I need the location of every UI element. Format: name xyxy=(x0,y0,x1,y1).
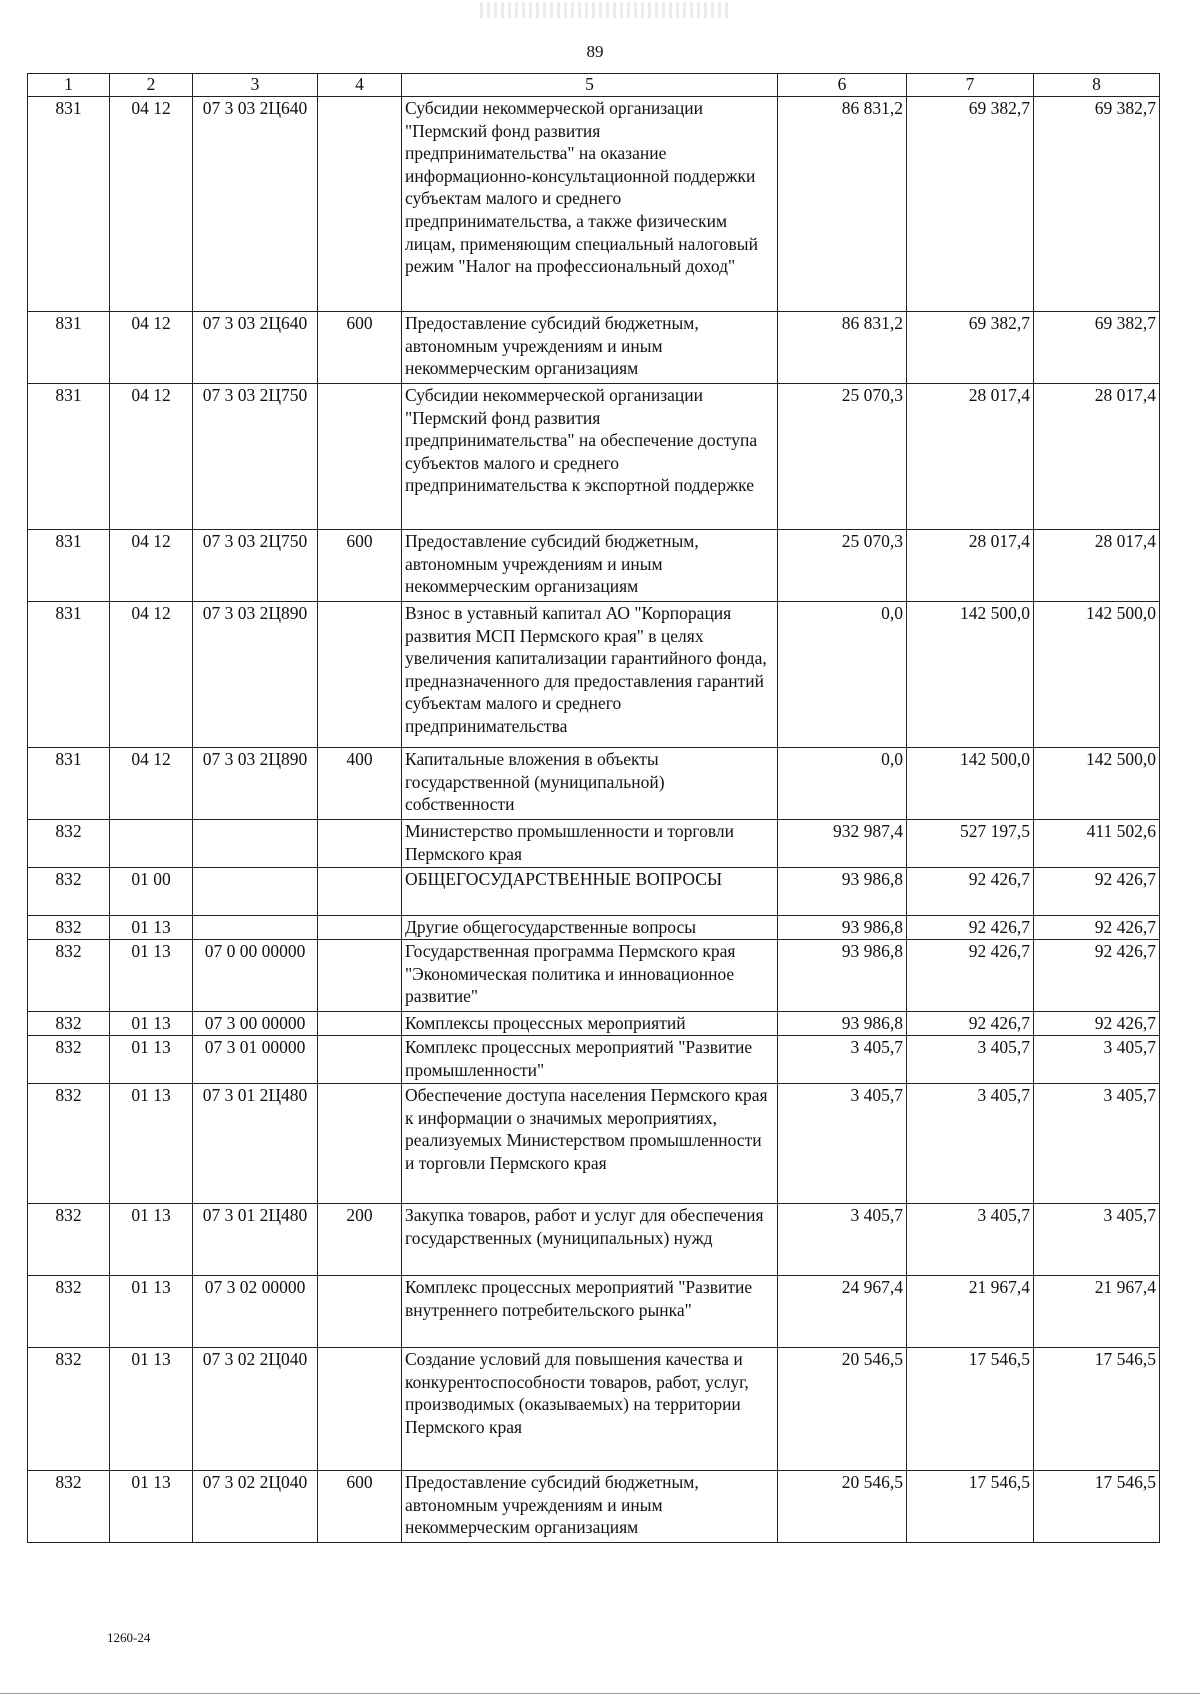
cell-amount-8: 3 405,7 xyxy=(1034,1204,1160,1276)
cell-section: 01 13 xyxy=(110,1012,193,1036)
cell-amount-8: 17 546,5 xyxy=(1034,1348,1160,1471)
cell-expense-type xyxy=(318,384,402,530)
cell-expense-type xyxy=(318,1036,402,1084)
table-row xyxy=(28,530,1160,602)
cell-ministry-code: 832 xyxy=(28,1471,110,1543)
cell-target-article: 07 3 01 2Ц480 xyxy=(193,1084,318,1204)
cell-amount-8: 411 502,6 xyxy=(1034,820,1160,868)
cell-amount-8: 17 546,5 xyxy=(1034,1471,1160,1543)
cell-description: Комплекс процессных мероприятий "Развитие внутреннего потребительского рынка" xyxy=(402,1276,778,1348)
cell-description: Обеспечение доступа населения Пермского края к информации о значимых мероприятиях, реализуемых Министерством промышленности и торговли Пермского края xyxy=(402,1084,778,1204)
cell-target-article: 07 3 03 2Ц890 xyxy=(193,602,318,748)
table-row xyxy=(28,820,1160,868)
cell-amount-6: 93 986,8 xyxy=(778,916,907,940)
cell-amount-8: 142 500,0 xyxy=(1034,748,1160,820)
cell-amount-7: 92 426,7 xyxy=(907,868,1034,916)
col-header-5: 5 xyxy=(402,74,778,97)
cell-expense-type: 600 xyxy=(318,530,402,602)
cell-amount-7: 17 546,5 xyxy=(907,1471,1034,1543)
cell-amount-7: 3 405,7 xyxy=(907,1036,1034,1084)
table-body xyxy=(28,97,1160,1543)
cell-target-article: 07 3 01 2Ц480 xyxy=(193,1204,318,1276)
cell-section: 01 13 xyxy=(110,916,193,940)
cell-amount-7: 3 405,7 xyxy=(907,1084,1034,1204)
cell-section xyxy=(110,820,193,868)
col-header-6: 6 xyxy=(778,74,907,97)
cell-expense-type: 600 xyxy=(318,1471,402,1543)
cell-amount-7: 142 500,0 xyxy=(907,748,1034,820)
cell-amount-6: 25 070,3 xyxy=(778,530,907,602)
cell-amount-8: 3 405,7 xyxy=(1034,1036,1160,1084)
cell-description: Предоставление субсидий бюджетным, автономным учреждениям и иным некоммерческим организациям xyxy=(402,1471,778,1543)
cell-target-article: 07 3 03 2Ц640 xyxy=(193,312,318,384)
cell-expense-type: 400 xyxy=(318,748,402,820)
scan-artifact xyxy=(480,2,730,18)
table-row xyxy=(28,940,1160,1012)
cell-amount-8: 3 405,7 xyxy=(1034,1084,1160,1204)
scan-edge-line xyxy=(0,1693,1200,1694)
cell-amount-6: 93 986,8 xyxy=(778,1012,907,1036)
cell-amount-6: 0,0 xyxy=(778,602,907,748)
col-header-1: 1 xyxy=(28,74,110,97)
cell-section: 04 12 xyxy=(110,312,193,384)
cell-amount-6: 25 070,3 xyxy=(778,384,907,530)
cell-target-article: 07 3 00 00000 xyxy=(193,1012,318,1036)
cell-ministry-code: 831 xyxy=(28,97,110,312)
cell-target-article: 07 3 01 00000 xyxy=(193,1036,318,1084)
cell-description: Предоставление субсидий бюджетным, автономным учреждениям и иным некоммерческим организациям xyxy=(402,312,778,384)
cell-ministry-code: 831 xyxy=(28,530,110,602)
table-row xyxy=(28,748,1160,820)
cell-amount-8: 28 017,4 xyxy=(1034,530,1160,602)
table-row xyxy=(28,1348,1160,1471)
cell-description: Закупка товаров, работ и услуг для обеспечения государственных (муниципальных) нужд xyxy=(402,1204,778,1276)
table-row xyxy=(28,97,1160,312)
cell-section: 01 13 xyxy=(110,940,193,1012)
cell-target-article: 07 3 03 2Ц750 xyxy=(193,530,318,602)
cell-target-article xyxy=(193,916,318,940)
cell-amount-7: 92 426,7 xyxy=(907,1012,1034,1036)
cell-section: 01 13 xyxy=(110,1084,193,1204)
cell-amount-8: 142 500,0 xyxy=(1034,602,1160,748)
col-header-8: 8 xyxy=(1034,74,1160,97)
cell-amount-7: 28 017,4 xyxy=(907,384,1034,530)
cell-amount-7: 69 382,7 xyxy=(907,97,1034,312)
cell-description: ОБЩЕГОСУДАРСТВЕННЫЕ ВОПРОСЫ xyxy=(402,868,778,916)
cell-ministry-code: 832 xyxy=(28,1012,110,1036)
cell-amount-6: 24 967,4 xyxy=(778,1276,907,1348)
cell-ministry-code: 831 xyxy=(28,602,110,748)
cell-expense-type: 600 xyxy=(318,312,402,384)
table-row xyxy=(28,312,1160,384)
table-row xyxy=(28,1012,1160,1036)
cell-amount-6: 3 405,7 xyxy=(778,1036,907,1084)
table-row xyxy=(28,868,1160,916)
table-row xyxy=(28,1276,1160,1348)
cell-description: Субсидии некоммерческой организации "Пермский фонд развития предпринимательства" на обеспечение доступа субъектов малого и среднего предпринимательства к экспортной поддержке xyxy=(402,384,778,530)
cell-description: Капитальные вложения в объекты государственной (муниципальной) собственности xyxy=(402,748,778,820)
cell-target-article: 07 3 02 2Ц040 xyxy=(193,1471,318,1543)
cell-target-article: 07 3 02 2Ц040 xyxy=(193,1348,318,1471)
cell-section: 01 13 xyxy=(110,1276,193,1348)
cell-ministry-code: 832 xyxy=(28,1348,110,1471)
cell-expense-type xyxy=(318,1276,402,1348)
cell-amount-8: 92 426,7 xyxy=(1034,868,1160,916)
cell-expense-type xyxy=(318,820,402,868)
cell-amount-8: 92 426,7 xyxy=(1034,916,1160,940)
cell-amount-7: 3 405,7 xyxy=(907,1204,1034,1276)
cell-amount-6: 86 831,2 xyxy=(778,97,907,312)
cell-section: 04 12 xyxy=(110,602,193,748)
col-header-7: 7 xyxy=(907,74,1034,97)
col-header-4: 4 xyxy=(318,74,402,97)
cell-amount-7: 69 382,7 xyxy=(907,312,1034,384)
cell-amount-6: 93 986,8 xyxy=(778,868,907,916)
cell-section: 04 12 xyxy=(110,97,193,312)
cell-section: 01 13 xyxy=(110,1204,193,1276)
cell-target-article: 07 3 03 2Ц750 xyxy=(193,384,318,530)
cell-ministry-code: 832 xyxy=(28,1084,110,1204)
cell-amount-7: 142 500,0 xyxy=(907,602,1034,748)
cell-amount-6: 0,0 xyxy=(778,748,907,820)
cell-amount-6: 86 831,2 xyxy=(778,312,907,384)
cell-amount-8: 21 967,4 xyxy=(1034,1276,1160,1348)
cell-amount-6: 20 546,5 xyxy=(778,1471,907,1543)
cell-expense-type xyxy=(318,602,402,748)
cell-target-article: 07 3 02 00000 xyxy=(193,1276,318,1348)
cell-amount-6: 93 986,8 xyxy=(778,940,907,1012)
cell-target-article xyxy=(193,820,318,868)
table-row xyxy=(28,1084,1160,1204)
cell-description: Предоставление субсидий бюджетным, автономным учреждениям и иным некоммерческим организациям xyxy=(402,530,778,602)
cell-section: 01 13 xyxy=(110,1348,193,1471)
cell-ministry-code: 832 xyxy=(28,868,110,916)
cell-expense-type xyxy=(318,940,402,1012)
table-row xyxy=(28,1471,1160,1543)
cell-ministry-code: 831 xyxy=(28,384,110,530)
cell-description: Взнос в уставный капитал АО "Корпорация развития МСП Пермского края" в целях увеличения капитализации гарантийного фонда, предназначенного для предоставления гарантий субъектам малого и среднего предпринимательства xyxy=(402,602,778,748)
cell-amount-6: 3 405,7 xyxy=(778,1204,907,1276)
cell-section: 01 00 xyxy=(110,868,193,916)
cell-ministry-code: 832 xyxy=(28,1204,110,1276)
cell-amount-8: 92 426,7 xyxy=(1034,1012,1160,1036)
cell-amount-7: 21 967,4 xyxy=(907,1276,1034,1348)
cell-amount-8: 28 017,4 xyxy=(1034,384,1160,530)
cell-ministry-code: 832 xyxy=(28,820,110,868)
cell-description: Государственная программа Пермского края "Экономическая политика и инновационное развитие" xyxy=(402,940,778,1012)
cell-amount-8: 69 382,7 xyxy=(1034,312,1160,384)
table-row xyxy=(28,916,1160,940)
cell-target-article xyxy=(193,868,318,916)
cell-amount-7: 17 546,5 xyxy=(907,1348,1034,1471)
cell-ministry-code: 832 xyxy=(28,916,110,940)
cell-expense-type xyxy=(318,916,402,940)
cell-ministry-code: 832 xyxy=(28,1276,110,1348)
cell-description: Министерство промышленности и торговли Пермского края xyxy=(402,820,778,868)
cell-target-article: 07 3 03 2Ц890 xyxy=(193,748,318,820)
cell-expense-type xyxy=(318,1012,402,1036)
table-row xyxy=(28,1204,1160,1276)
cell-amount-8: 92 426,7 xyxy=(1034,940,1160,1012)
cell-ministry-code: 831 xyxy=(28,312,110,384)
cell-section: 01 13 xyxy=(110,1036,193,1084)
table-header xyxy=(28,74,1160,97)
cell-amount-7: 28 017,4 xyxy=(907,530,1034,602)
cell-expense-type xyxy=(318,97,402,312)
budget-table xyxy=(27,73,1160,1543)
cell-section: 01 13 xyxy=(110,1471,193,1543)
header-row xyxy=(28,74,1160,97)
cell-section: 04 12 xyxy=(110,384,193,530)
cell-description: Создание условий для повышения качества и конкурентоспособности товаров, работ, услуг, производимых (оказываемых) на территории Пермского края xyxy=(402,1348,778,1471)
cell-description: Комплекс процессных мероприятий "Развитие промышленности" xyxy=(402,1036,778,1084)
cell-amount-7: 92 426,7 xyxy=(907,940,1034,1012)
cell-expense-type xyxy=(318,1348,402,1471)
table-row xyxy=(28,602,1160,748)
cell-amount-7: 527 197,5 xyxy=(907,820,1034,868)
page-number: 89 xyxy=(586,42,604,61)
cell-section: 04 12 xyxy=(110,530,193,602)
cell-ministry-code: 832 xyxy=(28,1036,110,1084)
cell-section: 04 12 xyxy=(110,748,193,820)
cell-ministry-code: 832 xyxy=(28,940,110,1012)
cell-description: Другие общегосударственные вопросы xyxy=(402,916,778,940)
col-header-2: 2 xyxy=(110,74,193,97)
cell-expense-type xyxy=(318,868,402,916)
cell-description: Комплексы процессных мероприятий xyxy=(402,1012,778,1036)
document-code: 1260-24 xyxy=(107,1630,151,1645)
cell-expense-type xyxy=(318,1084,402,1204)
cell-expense-type: 200 xyxy=(318,1204,402,1276)
table-row xyxy=(28,384,1160,530)
cell-amount-8: 69 382,7 xyxy=(1034,97,1160,312)
cell-target-article: 07 3 03 2Ц640 xyxy=(193,97,318,312)
cell-amount-6: 20 546,5 xyxy=(778,1348,907,1471)
cell-amount-7: 92 426,7 xyxy=(907,916,1034,940)
table-row xyxy=(28,1036,1160,1084)
cell-amount-6: 932 987,4 xyxy=(778,820,907,868)
cell-ministry-code: 831 xyxy=(28,748,110,820)
cell-amount-6: 3 405,7 xyxy=(778,1084,907,1204)
cell-description: Субсидии некоммерческой организации "Пермский фонд развития предпринимательства" на оказание информационно-консультационной поддержки субъектам малого и среднего предпринимательства, а также физическим лицам, применяющим специальный налоговый режим "Налог на профессиональный доход" xyxy=(402,97,778,312)
col-header-3: 3 xyxy=(193,74,318,97)
cell-target-article: 07 0 00 00000 xyxy=(193,940,318,1012)
